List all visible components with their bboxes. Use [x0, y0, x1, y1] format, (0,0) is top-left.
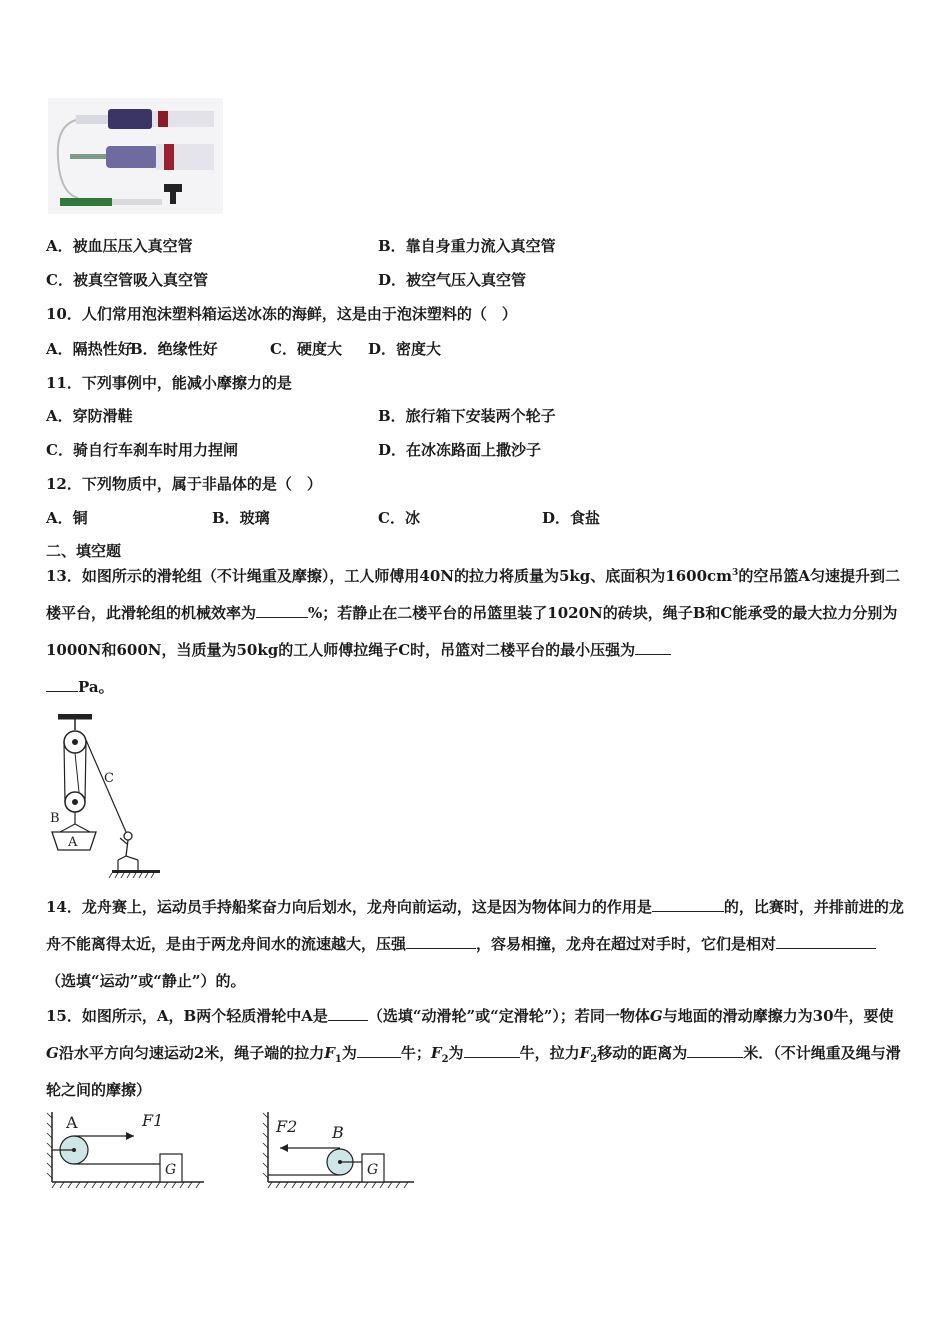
q15-var-g2: G [46, 1044, 59, 1062]
q12-option-d: D．食盐 [542, 509, 601, 527]
q15-part9: 移动的距离为 [597, 1044, 688, 1062]
q15-part2: （选填“动滑轮”或“定滑轮”）；若同一物体 [367, 1007, 650, 1025]
q13-text [46, 558, 904, 706]
pulley-a-figure [46, 1108, 208, 1190]
label-a: A [68, 835, 78, 850]
q14-part3: ，容易相撞，龙舟在超过对手时，它们是相对 [476, 935, 777, 953]
q12-option-c: C．冰 [378, 509, 420, 527]
q15-part7: 为 [448, 1044, 464, 1062]
q9-option-a: A．被血压压入真空管 [46, 237, 193, 255]
label-g-left: G [165, 1162, 177, 1178]
q11-option-b: B．旅行箱下安装两个轮子 [378, 407, 556, 425]
q15-var-f1: F [324, 1044, 335, 1062]
q14-blank-pressure[interactable] [406, 934, 476, 949]
q15-part1: 15．如图所示，A，B两个轻质滑轮中A是 [46, 1007, 328, 1025]
q15-var-f2b: F [579, 1044, 591, 1062]
q10-option-b: B．绝缘性好 [130, 340, 218, 358]
q15-part5: 为 [341, 1044, 357, 1062]
q15-blank-pulley-type[interactable] [328, 1006, 368, 1021]
label-pulley-a: A [66, 1113, 78, 1132]
section-heading-fill-in: 二、填空题 [46, 542, 122, 560]
q10-option-c: C．硬度大 [270, 340, 342, 358]
q13-blank-pressure-b[interactable] [46, 677, 78, 692]
q13-part3: %；若静止在二楼平台的吊篮里装了1020N的砖块，绳子B和C能承受的最大拉力分别为1000N和600N，当质量为50kg的工人师傅拉绳子C时，吊篮对二楼平台的最小压强为 [46, 604, 898, 659]
q15-part8: 牛，拉力 [519, 1044, 580, 1062]
q11-option-c: C．骑自行车刹车时用力捏闸 [46, 441, 238, 459]
platform [112, 870, 160, 873]
q12-option-b: B．玻璃 [212, 509, 270, 527]
q14-blank-force[interactable] [652, 897, 724, 912]
q13-blank-efficiency[interactable] [256, 603, 308, 618]
q15-blank-distance[interactable] [687, 1043, 743, 1058]
q14-text [46, 889, 904, 1000]
label-c: C [104, 771, 114, 786]
q13-part1: 13．如图所示的滑轮组（不计绳重及摩擦），工人师傅用40N的拉力将质量为5kg、底面积为1600cm [46, 567, 733, 585]
q11-stem: 11．下列事例中，能减小摩擦力的是 [46, 374, 292, 392]
label-g-right: G [367, 1162, 379, 1178]
label-pulley-b: B [332, 1123, 344, 1142]
q15-sub-2: 2 [441, 1054, 449, 1065]
worker-head [124, 832, 132, 840]
q11-option-a: A．穿防滑鞋 [46, 407, 133, 425]
rope-c [86, 740, 126, 832]
label-b: B [50, 811, 60, 826]
q15-text [46, 998, 904, 1109]
q15-part10: 米．（不计绳重及绳与滑轮之间的摩擦） [46, 1044, 901, 1099]
q15-sub-2b: 2 [590, 1054, 598, 1065]
q10-stem: 10．人们常用泡沫塑料箱运送冰冻的海鲜，这是由于泡沫塑料的（ ） [46, 305, 517, 323]
q14-blank-motion[interactable] [776, 934, 876, 949]
q14-part1: 14．龙舟赛上，运动员手持船桨奋力向后划水，龙舟向前运动，这是因为物体间力的作用是 [46, 898, 652, 916]
q14-part4: （选填“运动”或“静止”）的。 [46, 972, 246, 990]
label-f1: F1 [142, 1111, 164, 1130]
q15-var-g: G [649, 1007, 663, 1025]
q11-option-d: D．在冰冻路面上撒沙子 [378, 441, 542, 459]
ceiling-mount [58, 714, 92, 719]
q10-option-d: D．密度大 [368, 340, 442, 358]
pulley-b-figure [262, 1108, 418, 1190]
q12-option-a: A．铜 [46, 509, 88, 527]
q15-sub-1: 1 [334, 1054, 342, 1065]
q9-option-c: C．被真空管吸入真空管 [46, 271, 208, 289]
pulley-system-figure [46, 710, 166, 878]
q15-blank-f2[interactable] [464, 1043, 520, 1058]
q13-part2: 的空吊篮A匀速提升到二楼平台，此滑轮组的机械效率为 [46, 567, 900, 622]
q13-part4: Pa。 [78, 678, 114, 696]
q15-part3: 与地面的滑动摩擦力为30牛，要使 [662, 1007, 894, 1025]
blood-collection-figure [48, 98, 223, 214]
q15-var-f2: F [430, 1044, 442, 1062]
q13-blank-pressure-a[interactable] [635, 640, 671, 655]
label-f2: F2 [276, 1117, 298, 1136]
q15-part4: 沿水平方向匀速运动2米，绳子端的拉力 [58, 1044, 325, 1062]
q9-option-d: D．被空气压入真空管 [378, 271, 527, 289]
q15-part6: 牛； [400, 1044, 431, 1062]
q15-blank-f1[interactable] [357, 1043, 401, 1058]
q9-option-b: B．靠自身重力流入真空管 [378, 237, 556, 255]
q12-stem: 12．下列物质中，属于非晶体的是（ ） [46, 475, 322, 493]
q13-superscript: 3 [732, 568, 739, 578]
q14-part2: 的，比赛时，并排前进的龙舟不能离得太近，是由于两龙舟间水的流速越大，压强 [46, 898, 904, 953]
q10-option-a: A．隔热性好 [46, 340, 133, 358]
